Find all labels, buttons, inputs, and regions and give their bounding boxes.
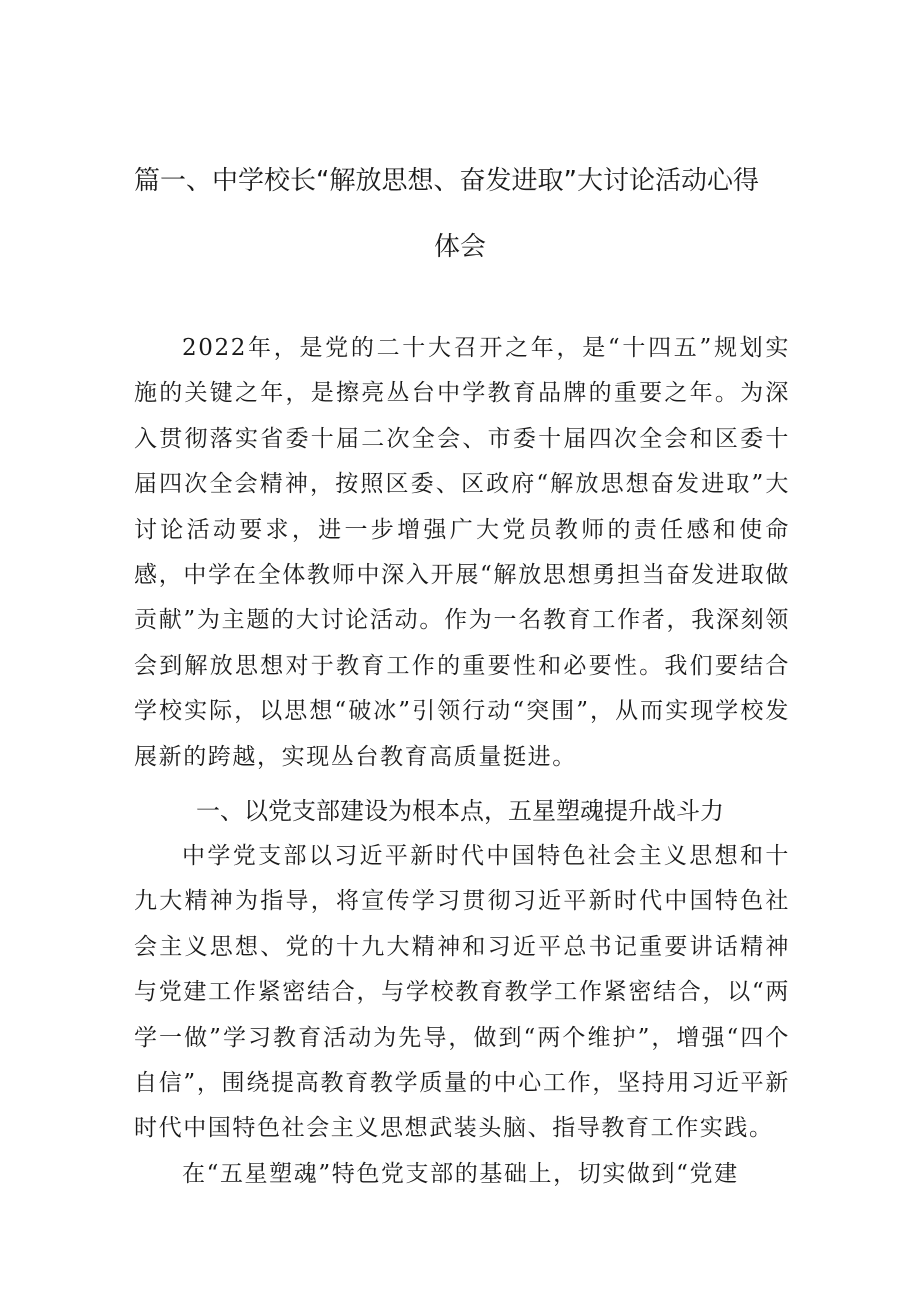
paragraph-intro: 2022年，是党的二十大召开之年，是“十四五”规划实施的关键之年，是擦亮丛台中学教育品牌的重要之年。为深入贯彻落实省委十届二次全会、市委十届四次全会和区委十届四次全会精神，按照区委、区政府“解放思想奋发进取”大讨论活动要求，进一步增强广大党员教师的责任感和使命感，中学在全体教师中深入开展“解放思想勇担当奋发进取做贡献”为主题的大讨论活动。作为一名教育工作者，我深刻领会到解放思想对于教育工作的重要性和必要性。我们要结合学校实际，以思想“破冰”引领行动“突围”，从而实现学校发展新的跨越，实现丛台教育高质量挺进。: [134, 335, 790, 770]
document-title-line1: 篇一、中学校长“解放思想、奋发进取”大讨论活动心得: [134, 166, 759, 196]
paragraph-party-branch: 中学党支部以习近平新时代中国特色社会主义思想和十九大精神为指导，将宣传学习贯彻习近平新时代中国特色社会主义思想、党的十九大精神和习近平总书记重要讲话精神与党建工作紧密结合，与学校教育教学工作紧密结合，以“两学一做”学习教育活动为先导，做到“两个维护”，增强“四个自信”，围绕提高教育教学质量的中心工作，坚持用习近平新时代中国特色社会主义思想武装头脑、指导教育工作实践。: [134, 843, 790, 1142]
paragraph-five-star: 在“五星塑魂”特色党支部的基础上，切实做到“党建: [182, 1161, 739, 1187]
section-heading-1: 一、以党支部建设为根本点，五星塑魂提升战斗力: [196, 797, 724, 825]
document-title-line2: 体会: [433, 232, 486, 262]
